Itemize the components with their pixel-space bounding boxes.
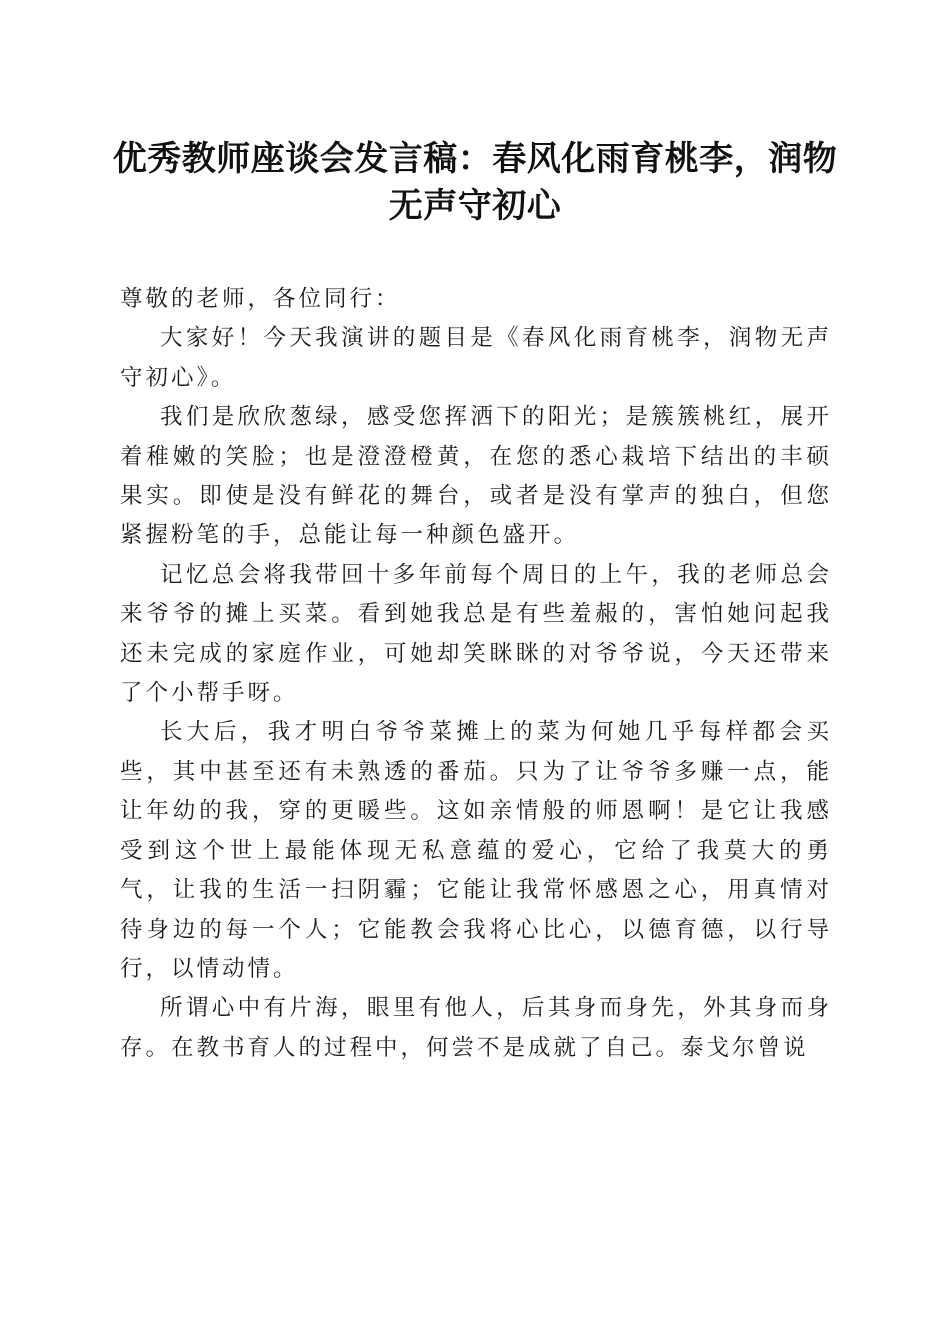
document-body xyxy=(120,280,832,1068)
paragraph: 所谓心中有片海，眼里有他人，后其身而身先，外其身而身存。在教书育人的过程中，何尝不是成就了自己。泰戈尔曾说 xyxy=(120,995,832,1061)
paragraph: 记忆总会将我带回十多年前每个周日的上午，我的老师总会来爷爷的摊上买菜。看到她我总是有些羞赧的，害怕她问起我还未完成的家庭作业，可她却笑眯眯的对爷爷说，今天还带来了个小帮手呀。 xyxy=(120,561,832,707)
salutation: 尊敬的老师，各位同行： xyxy=(120,286,401,312)
paragraph: 大家好！今天我演讲的题目是《春风化雨育桃李，润物无声守初心》。 xyxy=(120,325,832,391)
paragraph: 长大后，我才明白爷爷菜摊上的菜为何她几乎每样都会买些，其中甚至还有未熟透的番茄。只为了让爷爷多赚一点，能让年幼的我，穿的更暖些。这如亲情般的师恩啊！是它让我感受到这个世上最能体现无私意蕴的爱心，它给了我莫大的勇气，让我的生活一扫阴霾；它能让我常怀感恩之心，用真情对待身边的每一个人；它能教会我将心比心，以德育德，以行导行，以情动情。 xyxy=(120,719,832,982)
document-title: 优秀教师座谈会发言稿：春风化雨育桃李，润物无声守初心 xyxy=(112,139,838,226)
paragraph: 我们是欣欣葱绿，感受您挥洒下的阳光；是簇簇桃红，展开着稚嫩的笑脸；也是澄澄橙黄，在您的悉心栽培下结出的丰硕果实。即使是没有鲜花的舞台，或者是没有掌声的独白，但您紧握粉笔的手，总能让每一种颜色盛开。 xyxy=(120,404,832,549)
